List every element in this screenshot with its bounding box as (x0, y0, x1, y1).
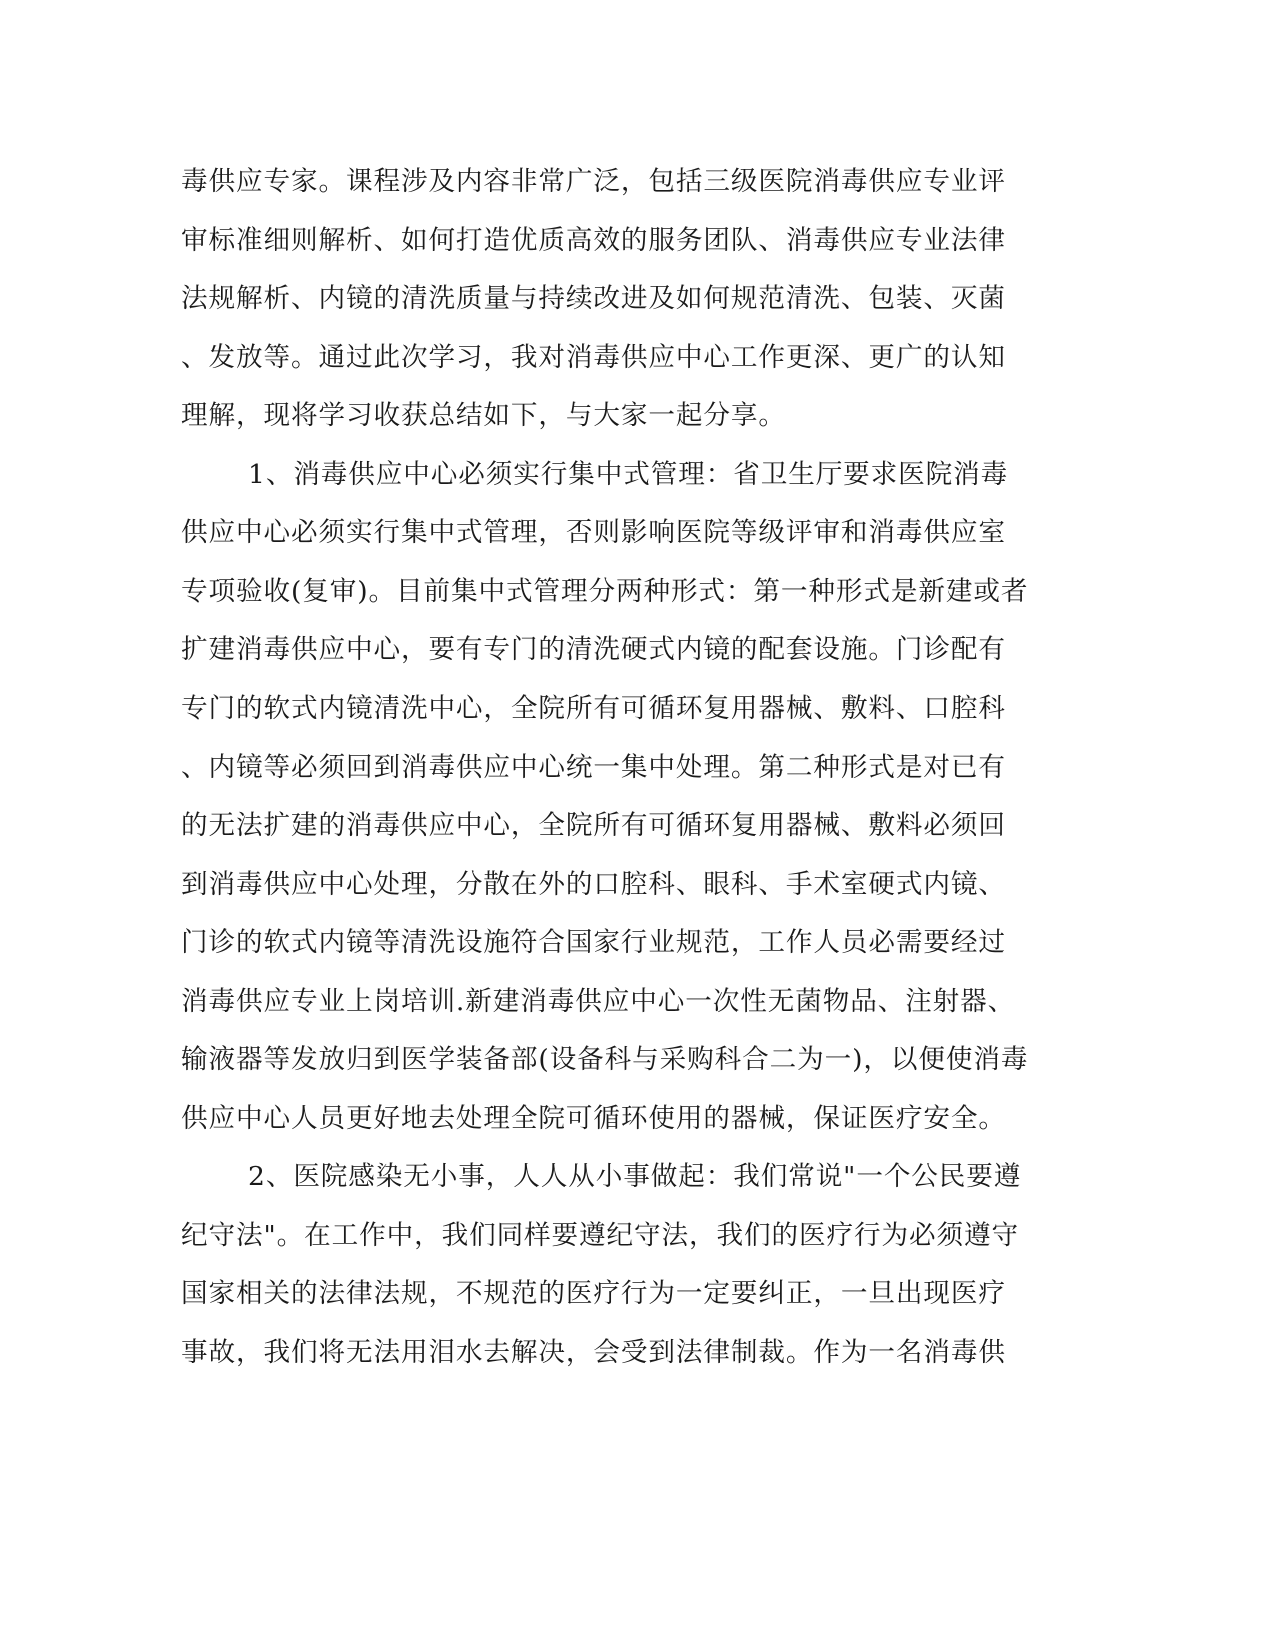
text-line: 到消毒供应中心处理，分散在外的口腔科、眼科、手术室硬式内镜、 (181, 869, 1006, 900)
text-line: 消毒供应专业上岗培训.新建消毒供应中心一次性无菌物品、注射器、 (181, 986, 1016, 1017)
text-line: 、内镜等必须回到消毒供应中心统一集中处理。第二种形式是对已有 (181, 752, 1006, 783)
text-line: 国家相关的法律法规，不规范的医疗行为一定要纠正，一旦出现医疗 (181, 1278, 1006, 1309)
text-line: 纪守法"。在工作中，我们同样要遵纪守法，我们的医疗行为必须遵守 (181, 1220, 1019, 1251)
text-line: 审标准细则解析、如何打造优质高效的服务团队、消毒供应专业法律 (181, 225, 1006, 256)
paragraph-1-first-line: 1、消毒供应中心必须实行集中式管理：省卫生厅要求医院消毒 (248, 459, 1009, 490)
paragraph-2-first-line: 2、医院感染无小事，人人从小事做起：我们常说"一个公民要遵 (248, 1161, 1022, 1192)
text-line: 毒供应专家。课程涉及内容非常广泛，包括三级医院消毒供应专业评 (181, 166, 1006, 197)
text-line: 供应中心必须实行集中式管理，否则影响医院等级评审和消毒供应室 (181, 517, 1006, 548)
text-line: 法规解析、内镜的清洗质量与持续改进及如何规范清洗、包装、灭菌 (181, 283, 1006, 314)
text-line: 的无法扩建的消毒供应中心，全院所有可循环复用器械、敷料必须回 (181, 810, 1006, 841)
text-line: 扩建消毒供应中心，要有专门的清洗硬式内镜的配套设施。门诊配有 (181, 634, 1006, 665)
text-line: 专门的软式内镜清洗中心，全院所有可循环复用器械、敷料、口腔科 (181, 693, 1006, 724)
text-line: 输液器等发放归到医学装备部(设备科与采购科合二为一)，以便使消毒 (181, 1044, 1029, 1075)
text-line: 供应中心人员更好地去处理全院可循环使用的器械，保证医疗安全。 (181, 1103, 1006, 1134)
text-line: 事故，我们将无法用泪水去解决，会受到法律制裁。作为一名消毒供 (181, 1337, 1006, 1368)
text-line: 理解，现将学习收获总结如下，与大家一起分享。 (181, 400, 786, 431)
text-line: 专项验收(复审)。目前集中式管理分两种形式：第一种形式是新建或者 (181, 576, 1029, 607)
text-line: 门诊的软式内镜等清洗设施符合国家行业规范，工作人员必需要经过 (181, 927, 1006, 958)
text-line: 、发放等。通过此次学习，我对消毒供应中心工作更深、更广的认知 (181, 342, 1006, 373)
